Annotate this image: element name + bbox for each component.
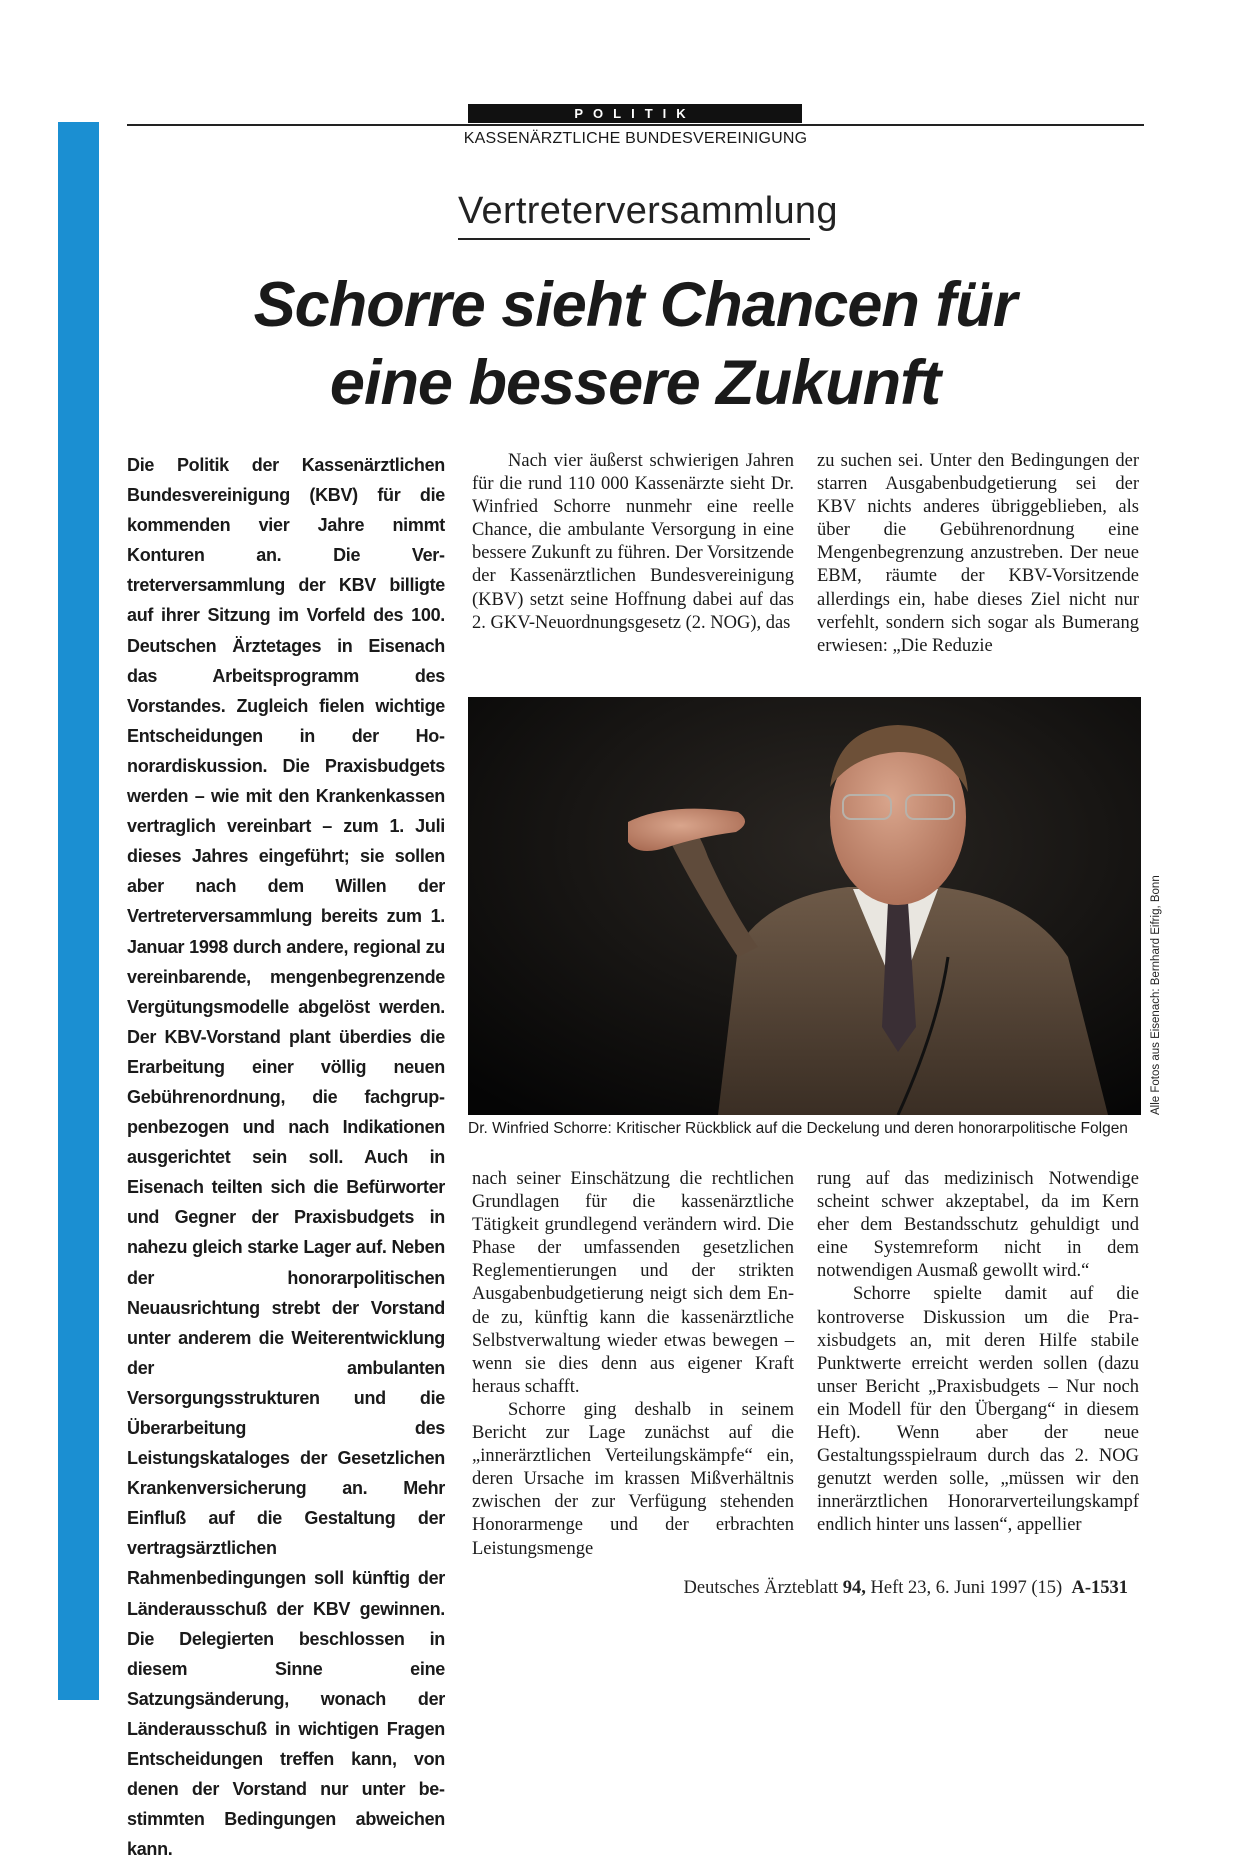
headline-line-1: Schorre sieht Chancen für <box>253 270 1017 340</box>
article-kicker: Vertreterversammlung <box>458 190 838 232</box>
journal-name: Deutsches Ärzteblatt <box>683 1578 839 1598</box>
photo-credit: Alle Fotos aus Eisenach: Bernhard Eifrig, Bonn <box>1150 875 1162 1115</box>
body-paragraph: nach seiner Einschätzung die rechtlichen Grundlagen für die kassenärztliche Tätigkeit grundlegend verändern wird. Die Phase der umfassenden gesetzlichen Reglementierungen und der strikten Ausgabenbudgetierung neigt sich dem Ende zu, künftig kann die kassenärztliche Selbstverwaltung wieder etwas bewegen – wenn sie dies denn aus eigener Kraft heraus schafft. <box>472 1169 794 1397</box>
body-column-4 <box>817 1168 1139 1538</box>
body-column-2: zu suchen sei. Unter den Bedingungen der starren Ausgabenbudgetierung sei der KBV nichts anderes übriggeblieben, als über die Gebührenordnung eine Mengenbegrenzung anzustreben. Der neue EBM, räumte der KBV-Vorsitzende allerdings ein, habe dieses Ziel nicht nur verfehlt, sondern sich sogar als Bumerang erwiesen: „Die Reduzie <box>817 451 1139 656</box>
photo-caption: Dr. Winfried Schorre: Kritischer Rückblick auf die Deckelung und deren honorarpolitische Folgen <box>468 1120 1128 1137</box>
article-headline <box>160 266 1110 422</box>
accent-bar <box>58 122 99 1700</box>
body-paragraph: rung auf das medizinisch Notwendige scheint schwer akzeptabel, da im Kern eher dem Bestandsschutz gehuldigt und eine Systemreform nicht in dem notwendigen Ausmaß gewollt wird.“ <box>817 1169 1139 1282</box>
kicker-underline <box>458 238 810 240</box>
lead-paragraph: Die Politik der Kassenärztlichen Bundesvereinigung (KBV) für die kommenden vier Jahre nimmt Konturen an. Die Vertreterversammlung der KBV billigte auf ihrer Sitzung im Vorfeld des 100. Deutschen Ärztetages in Eisenach das Arbeitsprogramm des Vorstandes. Zugleich fielen wichtige Entscheidungen in der Honorardiskussion. Die Praxisbudgets werden – wie mit den Krankenkassen vertraglich vereinbart – zum 1. Juli dieses Jahres eingeführt; sie sollen aber nach dem Willen der Vertreterversammlung bereits zum 1. Januar 1998 durch andere, regional zu vereinbarende, mengenbegrenzende Vergütungsmodelle abgelöst werden. Der KBV-Vorstand plant überdies die Erarbeitung einer völlig neuen Gebührenordnung, die fachgruppenbezogen und nach Indikationen ausgerichtet sein soll. Auch in Eisenach teilten sich die Befürworter und Gegner der Praxisbudgets in nahezu gleich starke Lager auf. Neben der honorarpolitischen Neuausrichtung strebt der Vorstand unter anderem die Weiterentwicklung der ambulanten Versorgungsstrukturen und die Überarbeitung des Leistungskataloges der Gesetzlichen Krankenversicherung an. Mehr Einfluß auf die Gestaltung der vertragsärztlichen Rahmenbedingungen soll künftig der Länderausschuß der KBV gewinnen. Die Delegierten beschlossen in diesem Sinne eine Satzungsänderung, wonach der Länderausschuß in wichtigen Fragen Entscheidungen treffen kann, von denen der Vorstand nur unter bestimmten Bedingungen abweichen kann. <box>127 455 445 1860</box>
body-paragraph: Schorre ging deshalb in seinem Bericht zur Lage zunächst auf die „innerärztlichen Verteilungskämpfe“ ein, deren Ursache im krassen Mißverhältnis zwischen der zur Verfügung stehenden Honorarmenge und der erbrachten Leistungsmenge <box>472 1399 794 1559</box>
page-number: A-1531 <box>1071 1578 1128 1598</box>
body-column-1 <box>472 450 794 635</box>
body-column-3 <box>472 1168 794 1561</box>
issue-info: Heft 23, 6. Juni 1997 (15) <box>870 1578 1063 1598</box>
body-paragraph: Nach vier äußerst schwierigen Jahren für die rund 110 000 Kassenärzte sieht Dr. Winfried Schorre nunmehr eine reelle Chance, die ambulante Versorgung in eine bessere Zukunft zu führen. Der Vorsitzende der Kassenärztlichen Bundesvereinigung (KBV) setzt seine Hoffnung dabei auf das 2. GKV-Neuordnungsgesetz (2. NOG), das <box>472 451 794 633</box>
subsection-label: KASSENÄRZTLICHE BUNDESVEREINIGUNG <box>463 130 808 147</box>
section-band: POLITIK <box>468 104 802 123</box>
journal-volume: 94, <box>842 1578 866 1598</box>
page-footer <box>684 1578 1128 1599</box>
speaker-photo <box>468 697 1141 1115</box>
header-rule <box>127 124 1144 126</box>
headline-line-2: eine bessere Zukunft <box>329 348 941 418</box>
body-paragraph: Schorre spielte damit auf die kontroverse Diskussion um die Praxisbudgets an, mit deren Hilfe stabile Punktwerte erreicht werden sollen (dazu unser Bericht „Praxisbudgets – Nur noch ein Modell für den Übergang“ in diesem Heft). Wenn aber der neue Gestaltungsspielraum durch das 2. NOG genutzt werden solle, „müssen wir den innerärztlichen Honorarverteilungskampf endlich hinter uns lassen“, appellier <box>817 1284 1139 1536</box>
